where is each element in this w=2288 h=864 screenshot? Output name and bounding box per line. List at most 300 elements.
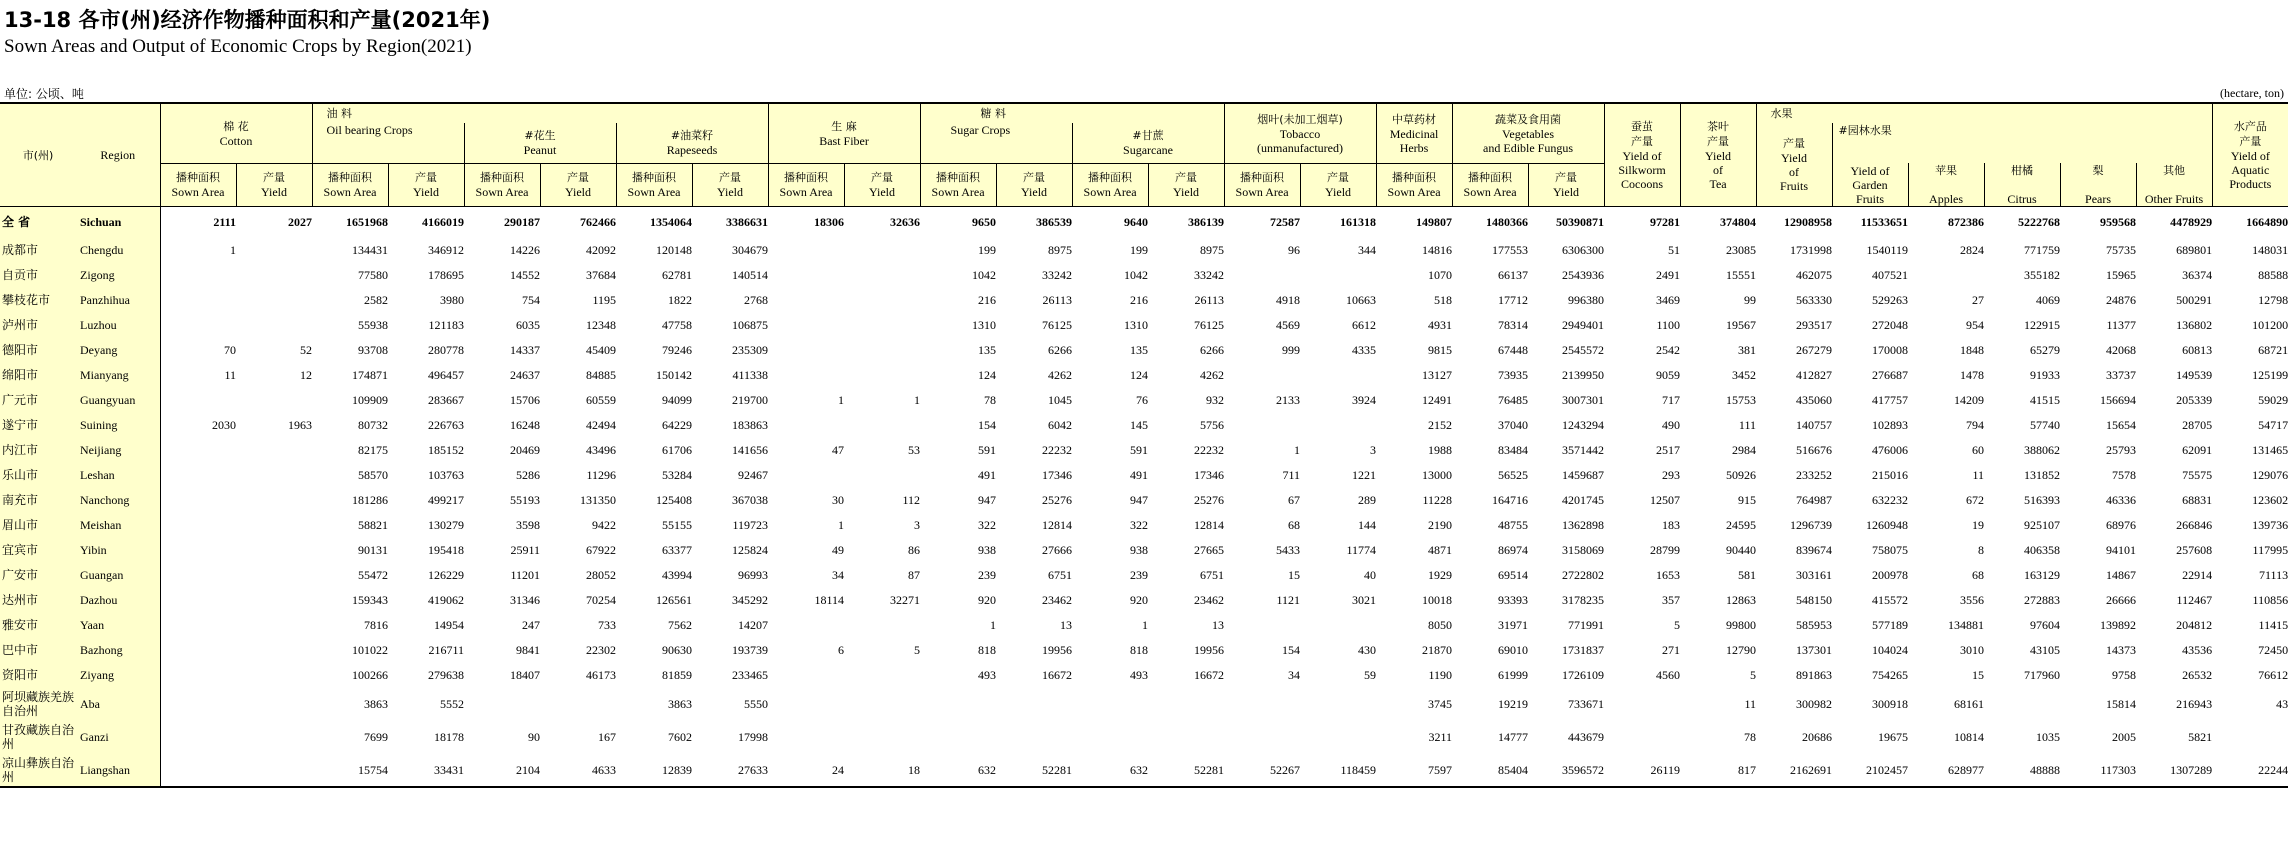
row-region-en: Ganzi [76,720,160,753]
table-header [0,103,2288,207]
table-cell: 7578 [2112,467,2137,482]
table-cell: 32271 [890,592,921,607]
table-cell: 72450 [2258,642,2288,657]
table-cell: 233252 [1796,467,1833,482]
table-cell [996,720,1072,753]
table-cell: 156694 [2100,392,2137,407]
table-cell [768,662,844,687]
table-cell: 51 [1668,242,1681,257]
table-cell: 19675 [1878,729,1909,744]
header-tobacco-en2: (unmanufactured) [1257,140,1344,155]
table-cell: 49 [832,542,845,557]
table-cell [236,537,312,562]
table-cell: 4871 [1428,542,1453,557]
table-cell: 367038 [732,492,769,507]
table-cell: 183 [1662,517,1681,532]
table-cell: 101022 [352,642,389,657]
table-cell: 129076 [2252,467,2288,482]
table-cell: 139736 [2252,517,2288,532]
table-cell [236,587,312,612]
table-cell: 1848 [1960,342,1985,357]
table-cell: 283667 [428,392,465,407]
table-cell: 43 [2276,696,2288,711]
table-cell: 407521 [1872,267,1909,282]
table-cell: 6266 [1200,342,1225,357]
table-cell: 817 [1680,753,1756,787]
header-apples-en: Apples [1929,192,1964,206]
table-cell: 134431 [352,242,389,257]
table-cell: 27 [1972,292,1985,307]
table-cell [236,312,312,337]
table-cell: 5 [914,642,921,657]
table-cell: 247 [522,617,541,632]
table-cell: 106875 [732,317,769,332]
unit-label-en: (hectare, ton) [2220,86,2284,100]
table-cell: 15654 [2106,417,2137,432]
table-cell: 293517 [1796,317,1833,332]
header-garden-cn: #园林水果 [1838,124,1892,137]
table-cell: 462075 [1796,267,1833,282]
table-cell: 193739 [732,642,769,657]
table-cell: 67 [1288,492,1301,507]
table-cell: 64229 [662,417,693,432]
table-cell: 25276 [1194,492,1225,507]
table-cell: 999 [1282,342,1301,357]
table-cell: 31346 [510,592,541,607]
table-cell: 4931 [1428,317,1453,332]
row-region-en: Ziyang [76,662,160,687]
yield-en: Yield [869,185,896,200]
table-row [0,720,2288,753]
header-aquatic [2212,103,2288,207]
header-herbs-en2: Herbs [1399,140,1429,155]
table-row [0,587,2288,612]
table-cell: 491 [978,467,997,482]
table-cell: 357 [1662,592,1681,607]
table-cell: 235309 [732,342,769,357]
header-tobacco-en1: Tobacco [1279,126,1321,141]
yield-en: Yield [1325,185,1352,200]
table-cell [768,287,844,312]
yield-en: Yield [1173,185,1200,200]
table-cell: 42068 [2106,342,2137,357]
table-row [0,462,2288,487]
header-rapeseeds-cn: #油菜籽 [670,129,714,143]
sown-cn: 播种面积 [1468,171,1513,185]
table-cell: 3386631 [692,207,768,238]
table-cell: 18 [844,753,920,787]
table-cell: 872386 [1908,207,1984,238]
table-cell: 6612 [1352,317,1377,332]
table-cell: 122915 [2024,317,2061,332]
table-cell: 125408 [656,492,693,507]
sown-cn: 播种面积 [176,171,220,185]
row-region-en: Luzhou [76,312,160,337]
table-row [0,562,2288,587]
header-oil-sown [312,163,388,207]
table-cell: 22232 [1042,442,1073,457]
row-region-en: Yibin [76,537,160,562]
table-cell: 90440 [1726,542,1757,557]
table-cell: 920 [1130,592,1149,607]
table-cell: 164716 [1492,492,1529,507]
table-cell: 947 [978,492,997,507]
table-cell: 73935 [1498,367,1529,382]
table-cell: 3863 [364,696,389,711]
table-cell: 136802 [2176,317,2213,332]
table-cell: 14209 [1954,392,1985,407]
table-cell: 818 [978,642,997,657]
table-cell [236,687,312,720]
table-cell: 3980 [440,292,465,307]
row-city-cn: 南充市 [0,487,76,512]
table-cell: 15753 [1726,392,1757,407]
row-region-en: Sichuan [76,207,160,238]
table-cell: 5 [1674,617,1681,632]
table-cell: 77580 [358,267,389,282]
sown-en: Sown Area [1463,185,1517,200]
table-cell: 25276 [1042,492,1073,507]
table-cell: 417757 [1872,392,1909,407]
table-cell: 2027 [236,207,312,238]
table-cell [1148,687,1224,720]
yield-cn: 产量 [1175,171,1198,185]
row-region-en: Dazhou [76,587,160,612]
table-cell: 125199 [2252,367,2288,382]
table-cell: 591 [1130,442,1149,457]
table-cell: 63377 [662,542,693,557]
sown-cn: 播种面积 [936,171,981,185]
table-cell: 794 [1966,417,1985,432]
yield-cn: 产量 [1023,171,1046,185]
table-cell: 124 [1130,367,1149,382]
sown-en: Sown Area [475,185,529,200]
header-sugarcane-yield [1148,163,1224,207]
row-city-cn: 自贡市 [0,262,76,287]
table-cell: 14816 [1422,242,1453,257]
table-cell: 22244 [2212,753,2288,787]
table-cell: 141656 [732,442,769,457]
table-cell: 7562 [668,617,693,632]
header-sugarcane-sown [1072,163,1148,207]
table-cell: 139892 [2100,617,2137,632]
sown-en: Sown Area [779,185,833,200]
row-city-cn: 广安市 [0,562,76,587]
header-tea [1680,103,1756,207]
table-cell [160,662,236,687]
table-cell: 2152 [1428,417,1453,432]
table-cell: 2768 [744,292,769,307]
table-cell: 6266 [1048,342,1073,357]
table-cell: 37040 [1498,417,1529,432]
header-veg-cn: 蔬菜及食用菌 [1495,112,1562,126]
table-cell: 733 [598,617,617,632]
table-cell: 1731837 [1562,642,1605,657]
table-cell: 33242 [1042,267,1073,282]
table-cell: 1260948 [1866,517,1909,532]
table-cell [844,720,920,753]
table-cell: 10018 [1422,592,1453,607]
table-cell: 76612 [2258,667,2288,682]
row-city-cn: 眉山市 [0,512,76,537]
table-cell: 4918 [1276,292,1301,307]
table-cell [1224,720,1300,753]
table-cell: 37684 [586,267,617,282]
header-tobacco-cn: 烟叶(未加工烟草) [1257,112,1343,126]
yield-en: Yield [565,185,592,200]
table-cell: 1307289 [2136,753,2212,787]
row-city-cn: 阿坝藏族羌族自治州 [0,687,76,720]
yield-en: Yield [1553,185,1580,200]
table-cell: 195418 [428,542,465,557]
table-cell: 70 [224,342,236,357]
table-cell: 1 [914,392,921,407]
table-cell: 771759 [2024,242,2061,257]
sown-en: Sown Area [1387,185,1441,200]
table-cell: 52281 [996,753,1072,787]
table-cell: 430 [1358,642,1377,657]
table-cell: 15 [1288,567,1301,582]
table-cell: 55938 [358,317,389,332]
table-cell: 216711 [428,642,465,657]
row-city-cn: 成都市 [0,237,76,262]
table-cell: 300918 [1872,696,1909,711]
table-cell: 7597 [1376,753,1452,787]
header-garden-yield [1832,163,1908,207]
table-cell: 12908958 [1756,207,1832,238]
table-cell: 8975 [1048,242,1073,257]
table-cell [160,587,236,612]
table-cell: 839674 [1796,542,1833,557]
table-cell: 79246 [662,342,693,357]
table-row [0,337,2288,362]
table-cell: 381 [1738,342,1757,357]
table-cell: 2190 [1428,517,1453,532]
header-herbs-sown [1376,163,1452,207]
table-cell: 585953 [1796,617,1833,632]
table-cell: 15814 [2106,696,2137,711]
row-city-cn: 遂宁市 [0,412,76,437]
header-cotton [160,103,312,163]
table-cell: 61999 [1498,667,1529,682]
table-cell: 48755 [1498,517,1529,532]
table-cell: 12348 [586,317,617,332]
header-rapeseeds-yield [692,163,768,207]
table-cell: 32636 [844,207,920,238]
sown-en: Sown Area [323,185,377,200]
header-cocoons-en3: Cocoons [1621,177,1664,191]
header-aquatic-en3: Products [2229,177,2272,191]
table-cell: 14373 [2106,642,2137,657]
table-cell: 5550 [744,696,769,711]
table-cell: 947 [1130,492,1149,507]
table-cell: 144 [1358,517,1377,532]
table-cell: 55472 [358,567,389,582]
table-cell: 22232 [1194,442,1225,457]
table-cell: 181286 [352,492,389,507]
page-title-en: Sown Areas and Output of Economic Crops by Region(2021) [4,36,472,57]
table-cell: 9815 [1428,342,1453,357]
table-cell: 7699 [364,729,389,744]
header-fruits-yield-en3: Fruits [1780,179,1809,193]
table-cell [236,287,312,312]
header-veg-en2: and Edible Fungus [1483,140,1574,155]
table-cell: 1190 [1428,667,1453,682]
table-cell: 76 [1136,392,1149,407]
table-cell: 9640 [1072,207,1148,238]
table-cell: 87 [908,567,921,582]
table-cell: 85404 [1452,753,1528,787]
table-cell: 177553 [1492,242,1529,257]
table-cell [1224,262,1300,287]
table-cell: 2582 [364,292,389,307]
table-cell: 84885 [586,367,617,382]
table-cell: 101200 [2252,317,2288,332]
table-cell: 22914 [2182,567,2213,582]
table-cell: 15965 [2106,267,2137,282]
table-cell: 4569 [1276,317,1301,332]
table-cell: 16248 [510,417,541,432]
table-cell: 121183 [428,317,465,332]
table-cell: 112467 [2176,592,2213,607]
table-cell [1072,687,1148,720]
table-cell: 1664890 [2212,207,2288,238]
table-cell: 41515 [2030,392,2061,407]
row-region-en: Leshan [76,462,160,487]
table-cell: 239 [1130,567,1149,582]
sown-en: Sown Area [1235,185,1289,200]
table-cell: 88588 [2258,267,2288,282]
table-cell: 170008 [1872,342,1909,357]
table-cell: 9422 [592,517,617,532]
table-row [0,262,2288,287]
row-region-en: Deyang [76,337,160,362]
table-cell: 19567 [1726,317,1757,332]
table-cell: 2005 [2112,729,2137,744]
table-cell [160,687,236,720]
header-peanut-cn: #花生 [524,129,556,143]
table-cell: 126561 [656,592,693,607]
table-cell: 28799 [1650,542,1681,557]
table-cell: 2162691 [1756,753,1832,787]
table-cell: 68831 [2182,492,2213,507]
table-cell: 18114 [814,592,845,607]
table-cell: 27633 [692,753,768,787]
table-cell: 672 [1966,492,1985,507]
table-cell [768,412,844,437]
table-cell: 65279 [2030,342,2061,357]
header-citrus-cn: 柑橘 [2011,164,2034,177]
row-city-cn: 宜宾市 [0,537,76,562]
table-cell: 178695 [428,267,465,282]
table-cell: 476006 [1872,442,1909,457]
table-cell [236,662,312,687]
table-cell [1224,612,1300,637]
table-cell: 1963 [288,417,313,432]
table-cell: 159343 [352,592,389,607]
sown-cn: 播种面积 [480,171,525,185]
table-cell: 111 [1738,417,1757,432]
table-cell: 3178235 [1562,592,1605,607]
table-cell: 109909 [352,392,389,407]
table-cell: 6751 [1200,567,1225,582]
table-cell: 355182 [2024,267,2061,282]
table-cell: 932 [1206,392,1225,407]
table-cell: 36374 [2182,267,2213,282]
table-cell [160,287,236,312]
table-cell: 3745 [1428,696,1453,711]
table-cell: 61706 [662,442,693,457]
row-city-cn: 甘孜藏族自治州 [0,720,76,753]
table-cell [844,362,920,387]
header-cotton-sown [160,163,236,207]
table-cell [1300,687,1376,720]
table-cell [996,687,1072,720]
table-cell: 72587 [1224,207,1300,238]
table-cell: 1 [990,617,997,632]
header-apples-cn: 苹果 [1935,164,1958,177]
table-cell: 185152 [428,442,465,457]
table-cell: 1 [230,242,236,257]
table-cell: 161318 [1300,207,1376,238]
table-cell: 386139 [1148,207,1224,238]
table-cell: 22302 [586,642,617,657]
table-cell: 8 [1978,542,1985,557]
table-cell: 345292 [732,592,769,607]
table-cell: 43105 [2030,642,2061,657]
table-row [0,287,2288,312]
row-region-en: Suining [76,412,160,437]
table-cell: 758075 [1872,542,1909,557]
table-cell [768,687,844,720]
table-cell: 563330 [1796,292,1833,307]
yield-en: Yield [261,185,287,200]
sown-en: Sown Area [1083,185,1137,200]
table-cell: 34 [1288,667,1301,682]
table-cell [236,462,312,487]
table-cell: 99 [1744,292,1757,307]
table-cell [160,720,236,753]
table-cell: 3021 [1352,592,1377,607]
table-cell: 954 [1966,317,1985,332]
table-cell: 70254 [586,592,617,607]
table-row [0,437,2288,462]
table-cell: 102893 [1872,417,1909,432]
table-cell: 717 [1662,392,1681,407]
table-cell: 55193 [510,492,541,507]
header-other-fruits-en: Other Fruits [2144,192,2204,206]
table-cell: 76125 [1042,317,1073,332]
table-body [0,207,2288,788]
yield-en: Yield [413,185,440,200]
table-cell: 82175 [358,442,389,457]
row-region-en: Liangshan [76,753,160,787]
sown-cn: 播种面积 [1240,171,1285,185]
table-cell: 7602 [668,729,693,744]
table-cell: 11 [224,367,236,382]
sown-cn: 播种面积 [784,171,829,185]
row-region-en: Bazhong [76,637,160,662]
header-pears-cn: 梨 [2092,164,2104,177]
table-cell: 14226 [510,242,541,257]
table-cell: 915 [1738,492,1757,507]
table-cell: 26532 [2182,667,2213,682]
table-cell: 13000 [1422,467,1453,482]
yield-cn: 产量 [415,171,438,185]
table-cell: 124 [978,367,997,382]
table-cell: 920 [978,592,997,607]
table-cell: 1822 [668,292,693,307]
